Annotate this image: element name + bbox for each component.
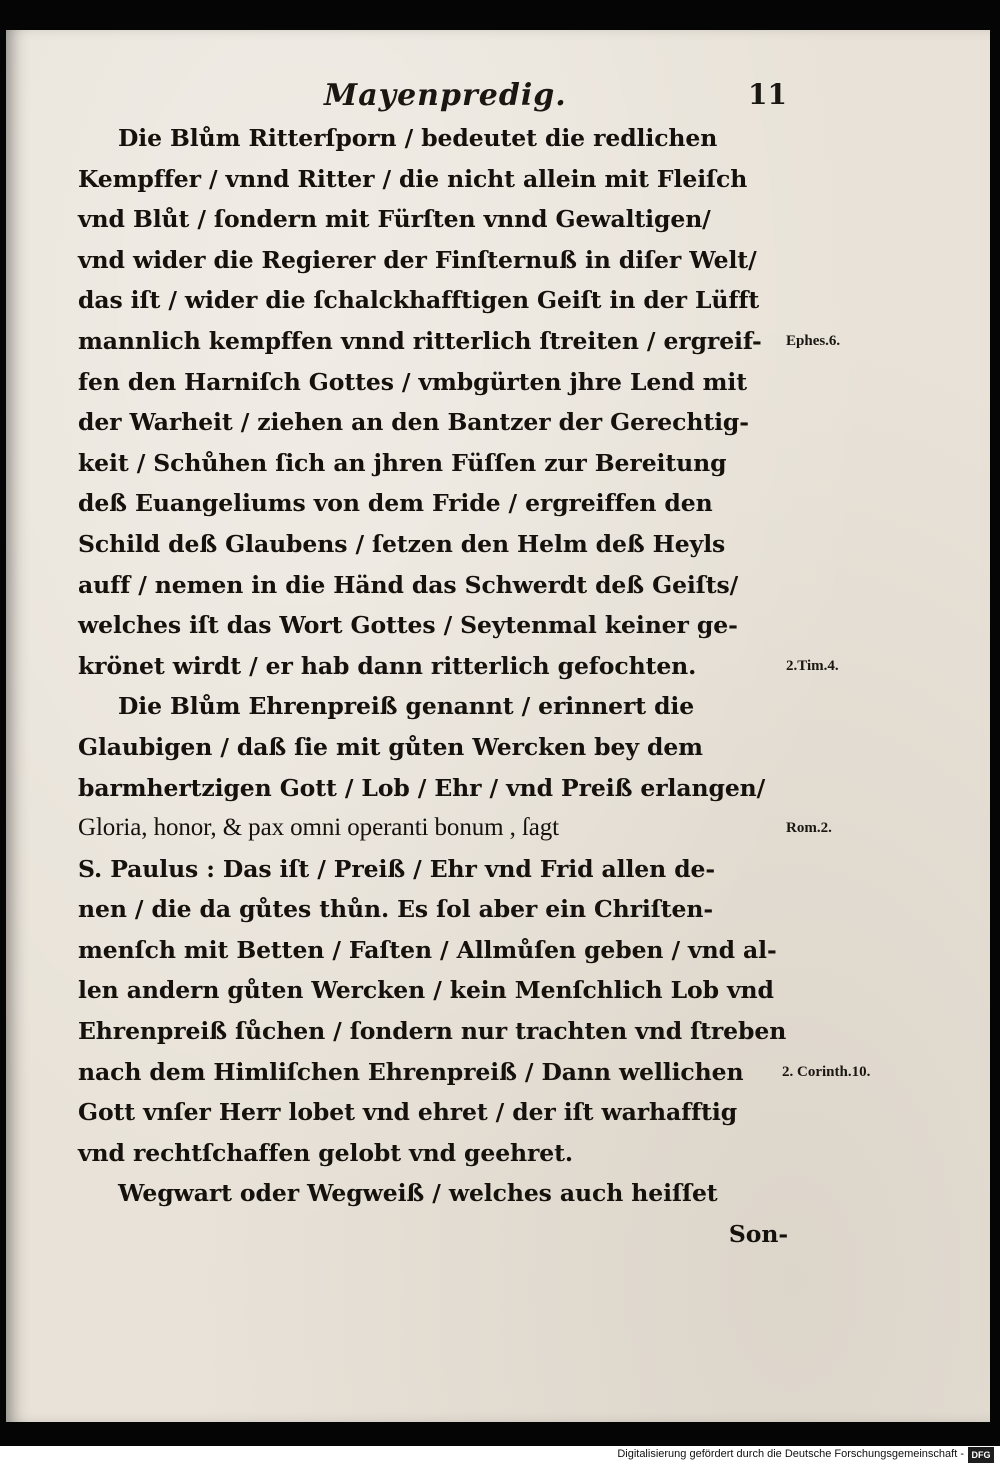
page-number: 11 [748,78,787,111]
text-line: Wegwart oder Wegweiß / welches auch heiſſet [118,1179,718,1208]
marginal-note: Ephes.6. [786,333,841,349]
footer-credit: Digitalisierung gefördert durch die Deutsche Forschungsgemeinschaft - [617,1448,964,1460]
running-head [6,78,990,118]
text-line: das iſt / wider die ſchalckhafftigen Geiſt in der Lüfft [78,286,760,315]
text-line: S. Paulus : Das iſt / Preiß / Ehr vnd Frid allen de- [78,854,716,883]
text-line: vnd rechtſchaffen gelobt vnd geehret. [78,1138,573,1167]
running-title: Mayenpredig. [324,78,567,113]
footer-bar [0,1446,1000,1466]
text-line: nach dem Himliſchen Ehrenpreiß / Dann wellichen [78,1057,744,1086]
marginal-note: 2. Corinth.10. [782,1063,871,1080]
text-line: keit / Schůhen ſich an jhren Füſſen zur Bereitung [78,448,727,477]
text-line: krönet wirdt / er hab dann ritterlich gefochten. [78,651,697,680]
text-line: Gloria, honor, & pax omni operanti bonum , ſagt [78,814,560,842]
text-line: nen / die da gůtes thůn. Es ſol aber ein Chriſten- [78,895,713,924]
text-line: Gott vnſer Herr lobet vnd ehret / der iſt warhafftig [78,1098,738,1127]
text-line: len andern gůten Wercken / kein Menſchlich Lob vnd [78,976,774,1005]
text-line: menſch mit Betten / Faſten / Allmůſen geben / vnd al- [78,935,777,964]
text-line: Ehrenpreiß ſůchen / ſondern nur trachten vnd ſtreben [78,1017,787,1046]
text-line: Die Blům Ehrenpreiß genannt / erinnert die [118,692,695,721]
text-line: welches iſt das Wort Gottes / Seytenmal keiner ge- [78,611,738,640]
book-page [6,30,990,1422]
body-text [78,118,798,1255]
text-line: mannlich kempffen vnnd ritterlich ſtreiten / ergreif- [78,326,762,355]
text-line: fen den Harniſch Gottes / vmbgürten jhre Lend mit [78,367,748,396]
text-line: vnd Blůt / ſondern mit Fürſten vnnd Gewaltigen/ [78,205,711,234]
text-line: Son- [728,1220,788,1249]
text-line: vnd wider die Regierer der Finſternuß in diſer Welt/ [78,245,757,274]
text-line: Schild deß Glaubens / ſetzen den Helm deß Heyls [78,529,726,558]
text-line: deß Euangeliums von dem Fride / ergreiffen den [78,489,713,518]
text-line: der Warheit / ziehen an den Bantzer der Gerechtig- [78,408,749,437]
text-line: Kempffer / vnnd Ritter / die nicht allein mit Fleiſch [78,164,748,193]
text-line: barmhertzigen Gott / Lob / Ehr / vnd Preiß erlangen/ [78,773,766,802]
text-line: auff / nemen in die Händ das Schwerdt deß Geiſts/ [78,570,739,599]
text-line: Die Blům Ritterſporn / bedeutet die redlichen [118,124,718,152]
marginal-note: Rom.2. [786,820,832,837]
marginal-note: 2.Tim.4. [786,657,839,674]
dfg-logo: DFG [968,1447,994,1463]
text-line: Glaubigen / daß ſie mit gůten Wercken bey dem [78,732,703,761]
